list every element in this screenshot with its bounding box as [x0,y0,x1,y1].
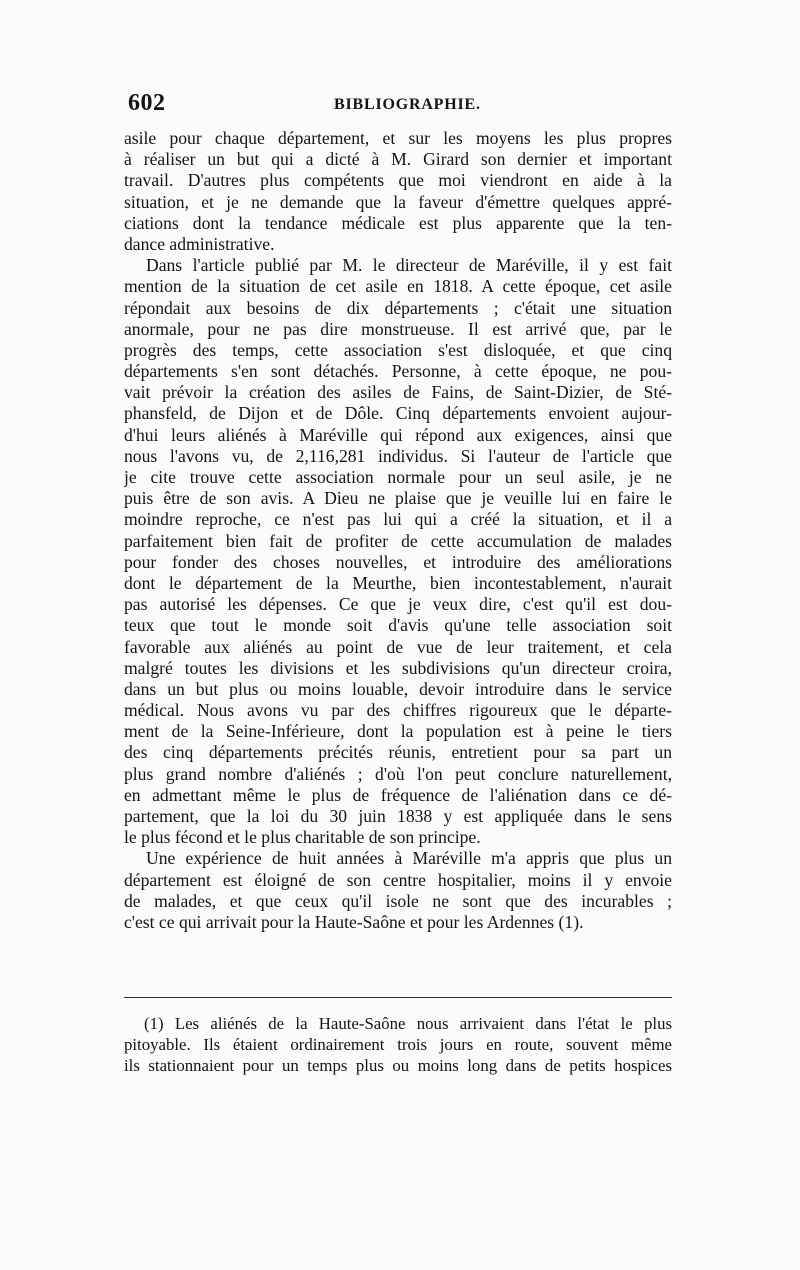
text-line: Une expérience de huit années à Maréville m'a appris que plus un [146,848,672,869]
body-text [124,128,672,933]
text-line: ciations dont la tendance médicale est plus apparente que la ten- [124,212,672,233]
text-line: je cite trouve cette association normale pour un seul asile, je ne [124,467,672,487]
text-line: Dans l'article publié par M. le directeur de Maréville, il y est fait [146,255,672,276]
text-line: partement, que la loi du 30 juin 1838 y est appliquée dans le sens [124,806,672,826]
footnote-rule [124,997,672,998]
text-line: vait prévoir la création des asiles de Fains, de Saint-Dizier, de Sté- [124,382,672,403]
text-line: pas autorisé les dépenses. Ce que je veux dire, c'est qu'il est dou- [124,594,672,615]
text-line: moindre reproche, ce n'est pas lui qui a créé la situation, et il a [124,509,672,530]
footnote-line: pitoyable. Ils étaient ordinairement trois jours en route, souvent même [124,1035,672,1054]
text-line: teux que tout le monde soit d'avis qu'une telle association soit [124,615,672,636]
text-line: dans un but plus ou moins louable, devoir introduire dans le service [124,678,672,699]
text-line: c'est ce qui arrivait pour la Haute-Saône et pour les Ardennes (1). [124,911,584,932]
text-line: des cinq départements précités réunis, entretient pour sa part un [124,742,672,763]
text-line: anormale, pour ne pas dire monstrueuse. Il est arrivé que, par le [124,318,672,339]
text-line: plus grand nombre d'aliénés ; d'où l'on peut conclure naturellement, [124,763,672,784]
text-line: mention de la situation de cet asile en 1818. A cette époque, cet asile [124,276,672,297]
text-line: départements s'en sont détachés. Personne, à cette époque, ne pou- [124,361,672,382]
text-line: travail. D'autres plus compétents que moi viendront en aide à la [124,170,672,191]
text-line: dont le département de la Meurthe, bien incontestablement, n'aurait [124,572,672,593]
footnote [124,1013,672,1076]
footnote-line: ils stationnaient pour un temps plus ou moins long dans de petits hospices [124,1056,672,1075]
text-line: à réaliser un but qui a dicté à M. Girard son dernier et important [124,149,672,170]
text-line: pour fonder des choses nouvelles, et introduire des améliorations [124,551,672,572]
text-line: situation, et je ne demande que la faveur d'émettre quelques appré- [124,191,672,212]
page-header [128,90,673,120]
text-line: le plus fécond et le plus charitable de son principe. [124,827,481,848]
text-line: malgré toutes les divisions et les subdivisions qu'un directeur croira, [124,657,672,678]
text-line: département est éloigné de son centre hospitalier, moins il y envoie [124,869,672,890]
text-line: progrès des temps, cette association s'est disloquée, et que cinq [124,339,672,360]
text-line: ment de la Seine-Inférieure, dont la population est à peine le tiers [124,721,672,742]
text-line: parfaitement bien fait de profiter de cette accumulation de malades [124,530,672,551]
text-line: puis être de son avis. A Dieu ne plaise que je veuille lui en faire le [124,488,672,509]
text-line: répondait aux besoins de dix départements ; c'était une situation [124,297,672,318]
running-title: BIBLIOGRAPHIE. [334,96,481,113]
text-line: dance administrative. [124,233,275,254]
text-line: asile pour chaque département, et sur les moyens les plus propres [124,128,672,148]
text-line: médical. Nous avons vu par des chiffres rigoureux que le départe- [124,700,672,721]
page-number: 602 [128,90,166,116]
text-line: phansfeld, de Dijon et de Dôle. Cinq départements envoient aujour- [124,403,672,424]
text-line: d'hui leurs aliénés à Maréville qui répond aux exigences, ainsi que [124,424,672,445]
text-line: favorable aux aliénés au point de vue de leur traitement, et cela [124,636,672,657]
text-line: nous l'avons vu, de 2,116,281 individus. Si l'auteur de l'article que [124,445,672,466]
text-line: en admettant même le plus de fréquence de l'aliénation dans ce dé- [124,784,672,805]
text-line: de malades, et que ceux qu'il isole ne sont que des incurables ; [124,890,672,911]
footnote-line: (1) Les aliénés de la Haute-Saône nous arrivaient dans l'état le plus [144,1014,672,1033]
